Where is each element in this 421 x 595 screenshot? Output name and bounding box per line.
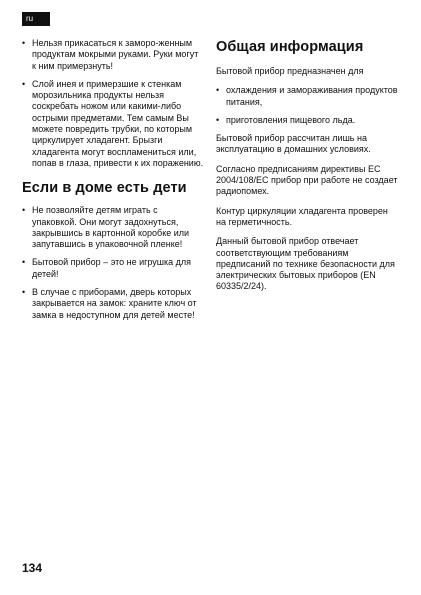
list-item: • Нельзя прикасаться к заморо-женным продуктам мокрыми руками. Руки могут к ним примерзнуть! xyxy=(22,38,204,72)
left-column xyxy=(22,38,204,328)
list-item: • приготовления пищевого льда. xyxy=(216,115,400,126)
warnings-list xyxy=(22,38,204,169)
list-item: • Не позволяйте детям играть с упаковкой. Они могут задохнуться, закрывшись в картонной коробке или запутавшись в упаковочной пленке! xyxy=(22,205,204,250)
section-heading-children: Если в доме есть дети xyxy=(22,180,187,197)
list-item: • Бытовой прибор – это не игрушка для детей! xyxy=(22,257,204,280)
list-item: • охлаждения и замораживания продуктов питания, xyxy=(216,85,400,108)
section-heading-general-info: Общая информация xyxy=(216,39,364,55)
list-item: • Слой инея и примерзшие к стенкам морозильника продукты нельзя соскребать ножом или какими-либо острыми предметами. Тем самым Вы можете повредить трубки, по которым циркулирует хладагент. Брызги хладагента могут воспламениться или, попав в глаза, привести к их поражению. xyxy=(22,79,204,169)
paragraph: Согласно предписаниям директивы EC 2004/108/EC прибор при работе не создает радиопомех. xyxy=(216,163,398,197)
page-number: 134 xyxy=(22,561,43,575)
paragraph: Контур циркуляции хладагента проверен на герметичность. xyxy=(216,205,388,227)
children-warnings-list xyxy=(22,205,204,321)
intro-paragraph: Бытовой прибор предназначен для xyxy=(216,66,364,76)
paragraph: Бытовой прибор рассчитан лишь на эксплуатацию в домашних условиях. xyxy=(216,133,371,155)
paragraph: Данный бытовой прибор отвечает соответствующим требованиям предписаний по технике безопасности для электрических бытовых приборов (EN 60335/2/24). xyxy=(216,236,395,292)
right-column xyxy=(216,38,400,301)
list-item: • В случае с приборами, дверь которых закрывается на замок: храните ключ от замка в недоступном для детей месте! xyxy=(22,287,204,321)
purpose-list xyxy=(216,85,400,126)
language-tab: ru xyxy=(22,12,50,26)
